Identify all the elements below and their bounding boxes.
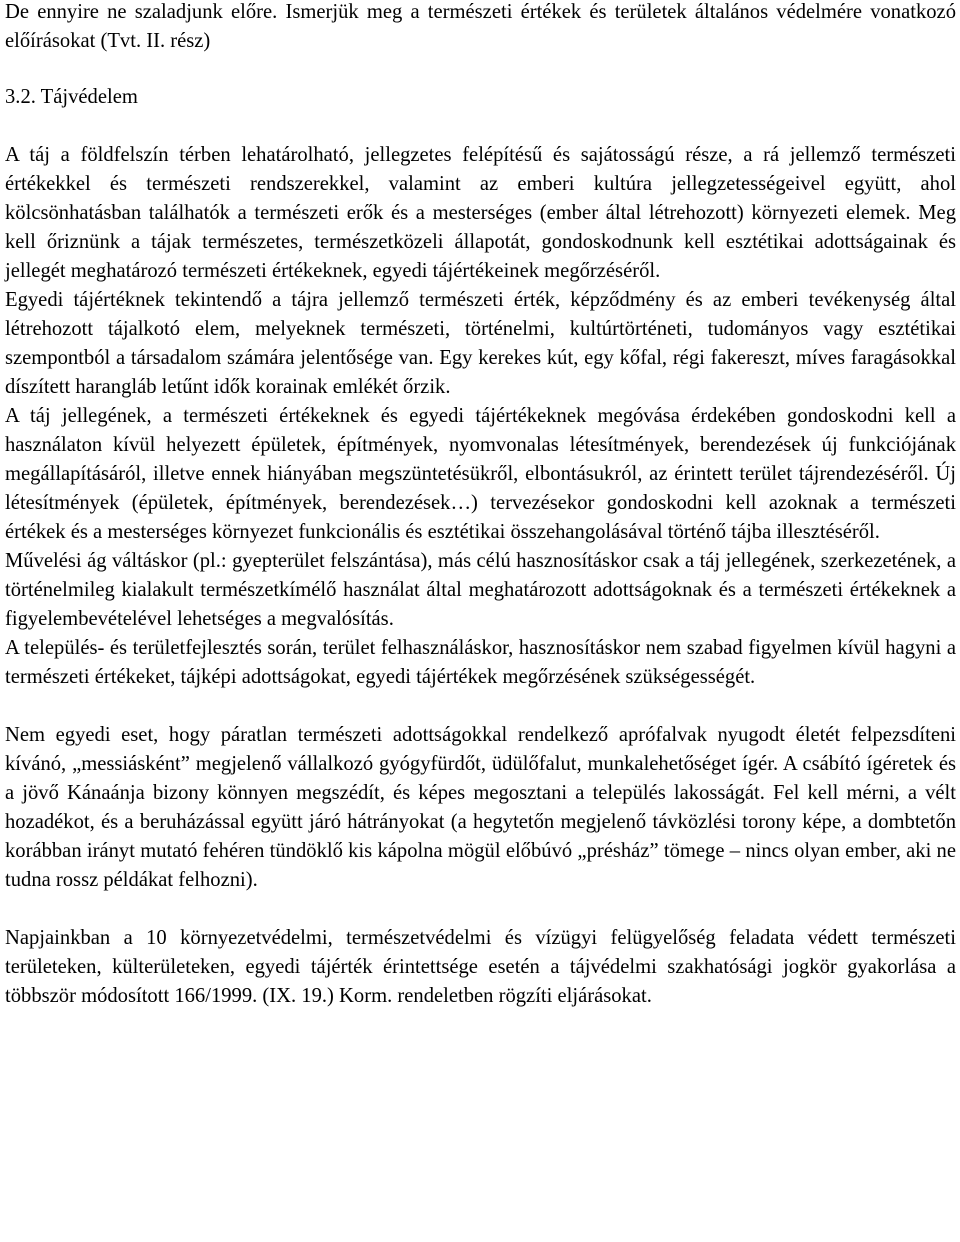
- paragraph-small-villages: Nem egyedi eset, hogy páratlan természeti adottságokkal rendelkező aprófalvak nyugodt életét felpezsdíteni kívánó, „messiásként” megjelenő vállalkozó gyógyfürdőt, üdülőfalut, munkalehetőséget ígér. A csábító ígéretek és a jövő Kánaánja bizony könnyen megszédít, és képes megosztani a település lakosságát. Fel kell mérni, a vélt hozadékot, és a beruházással együtt járó hátrányokat (a hegytetőn megjelenő távközlési torony képe, a dombtetőn korábban irányt mutató fehéren tündöklő kis kápolna mögül előbúvó „présház” tömege – nincs olyan ember, aki ne tudna rossz példákat felhozni).: [5, 724, 956, 891]
- paragraph-landscape-protection: A táj jellegének, a természeti értékeknek és egyedi tájértékeknek megóvása érdekében gondoskodni kell a használaton kívül helyezett épületek, építmények, nyomvonalas létesítmények, berendezések új funkciójának megállapításáról, illetve ennek hiányában megszüntetésükről, elbontásukról, az érintett terület tájrendezéséről. Új létesítmények (épületek, építmények, berendezések…) tervezésekor gondoskodni kell azoknak a természeti értékek és a mesterséges környezet funkcionális és esztétikai összehangolásával történő tájba illesztéséről.: [5, 405, 956, 543]
- paragraph-landscape-definition: A táj a földfelszín térben lehatárolható, jellegzetes felépítésű és sajátosságú része, a rá jellemző természeti értékekkel és természeti rendszerekkel, valamint az emberi kultúra jellegzetességeivel együtt, ahol kölcsönhatásban találhatók a természeti erők és a mesterséges (ember által létrehozott) környezeti elemek. Meg kell őriznünk a tájak természetes, természetközeli állapotát, gondoskodnunk kell esztétikai adottságainak és jellegét meghatározó természeti értékeknek, egyedi tájértékeinek megőrzéséről.: [5, 144, 956, 282]
- intro-paragraph: De ennyire ne szaladjunk előre. Ismerjük meg a természeti értékek és területek általános védelmére vonatkozó előírásokat (Tvt. II. rész): [5, 1, 956, 52]
- paragraph-development: A település- és területfejlesztés során, terület felhasználáskor, hasznosításkor nem szabad figyelmen kívül hagyni a természeti értékeket, tájképi adottságokat, egyedi tájértékek megőrzésének szükségességét.: [5, 637, 956, 688]
- paragraph-authorities: Napjainkban a 10 környezetvédelmi, természetvédelmi és vízügyi felügyelőség feladata védett természeti területeken, külterületeken, egyedi tájérték érintettsége esetén a tájvédelmi szakhatósági jogkör gyakorlása a többször módosított 166/1999. (IX. 19.) Korm. rendeletben rögzíti eljárásokat.: [5, 927, 956, 1007]
- paragraph-cultivation-change: Művelési ág váltáskor (pl.: gyepterület felszántása), más célú hasznosításkor csak a táj jellegének, szerkezetének, a történelmileg kialakult természetkímélő használat által meghatározott adottságoknak és a természeti értékeknek a figyelembevételével lehetséges a megvalósítás.: [5, 550, 956, 630]
- paragraph-individual-landscape-value: Egyedi tájértéknek tekintendő a tájra jellemző természeti érték, képződmény és az emberi tevékenység által létrehozott tájalkotó elem, melyeknek természeti, történelmi, kultúrtörténeti, tudományos vagy esztétikai szempontból a társadalom számára jelentősége van. Egy kerekes kút, egy kőfal, régi fakereszt, míves faragásokkal díszített harangláb letűnt idők korainak emlékét őrzik.: [5, 289, 956, 398]
- section-heading: 3.2. Tájvédelem: [5, 86, 138, 108]
